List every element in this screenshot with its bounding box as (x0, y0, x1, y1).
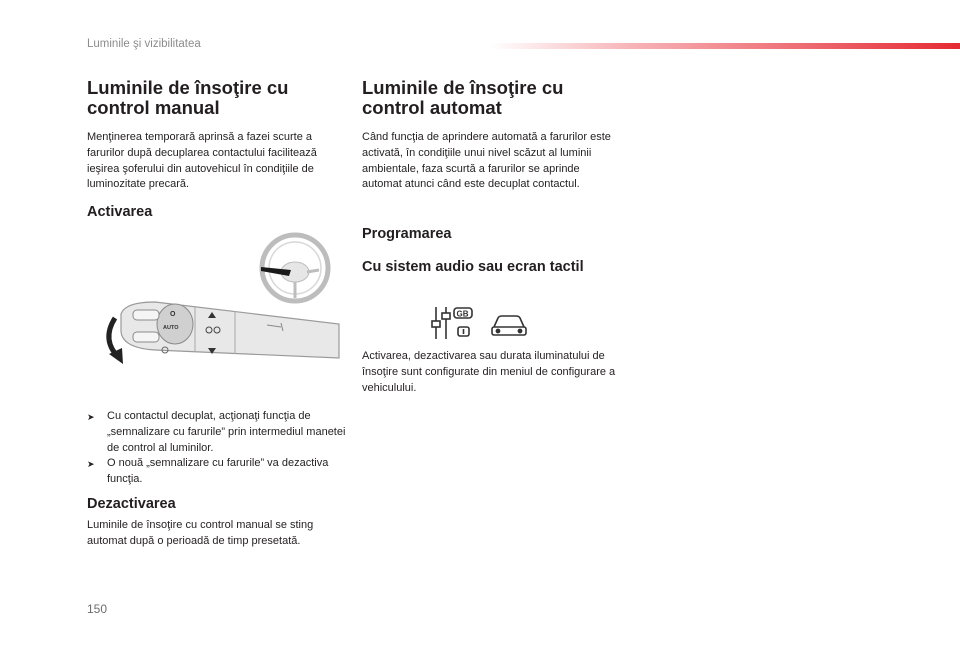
steering-wheel-icon (262, 235, 328, 301)
automatic-title: Luminile de însoţire cu control automat (362, 77, 564, 118)
stalk-auto-label: AUTO (163, 325, 179, 331)
configuration-text: Activarea, dezactivarea sau durata iluminatului de însoţire sunt configurate din meniul de configurare a vehiculului. (362, 350, 616, 394)
section-title: Luminile şi vizibilitatea (87, 38, 201, 50)
bullet-icon: ➤ (87, 459, 95, 470)
deactivation-heading: Dezactivarea (87, 496, 176, 512)
vehicle-icon (492, 316, 526, 335)
language-badge: GB (456, 309, 469, 319)
step-text: Cu contactul decuplat, acţionaţi funcţia de „semnalizare cu farurile” prin intermediul manetei de control al luminilor. (107, 410, 346, 454)
bullet-icon: ➤ (87, 412, 95, 422)
audio-heading: Cu sistem audio sau ecran tactil (362, 259, 584, 275)
automatic-intro: Când funcţia de aprindere automată a farurilor este activată, în condiţiile unui nivel scăzut al luminii ambientale, faza scurtă a farurilor se aprinde automat atunci când este decuplat contactul. (362, 131, 611, 191)
stalk-lever (121, 302, 339, 358)
header-accent-bar (490, 43, 960, 49)
lighting-stalk-illustration (95, 232, 343, 372)
programming-heading: Programarea (362, 226, 452, 242)
manual-intro: Menţinerea temporară aprinsă a fazei scurte a farurilor după decuplarea contactului facilitează ieşirea şoferului din autovehicul în condiţiile de luminozitate precară. (87, 131, 317, 191)
step-text: O nouă „semnalizare cu farurile” va dezactiva funcţia. (107, 457, 329, 486)
list-item (87, 456, 349, 488)
configuration-icons (430, 305, 530, 341)
deactivation-text: Luminile de însoţire cu control manual se sting automat după o perioadă de timp presetată. (87, 519, 314, 547)
activation-heading: Activarea (87, 204, 153, 220)
list-item (87, 409, 349, 456)
manual-column (87, 78, 345, 193)
settings-sliders-icon (432, 307, 472, 339)
page-number: 150 (87, 602, 108, 616)
activation-steps (87, 409, 349, 488)
automatic-column (362, 78, 622, 193)
stalk-off-label: O (170, 311, 176, 318)
manual-title: Luminile de însoţire cu control manual (87, 77, 289, 118)
